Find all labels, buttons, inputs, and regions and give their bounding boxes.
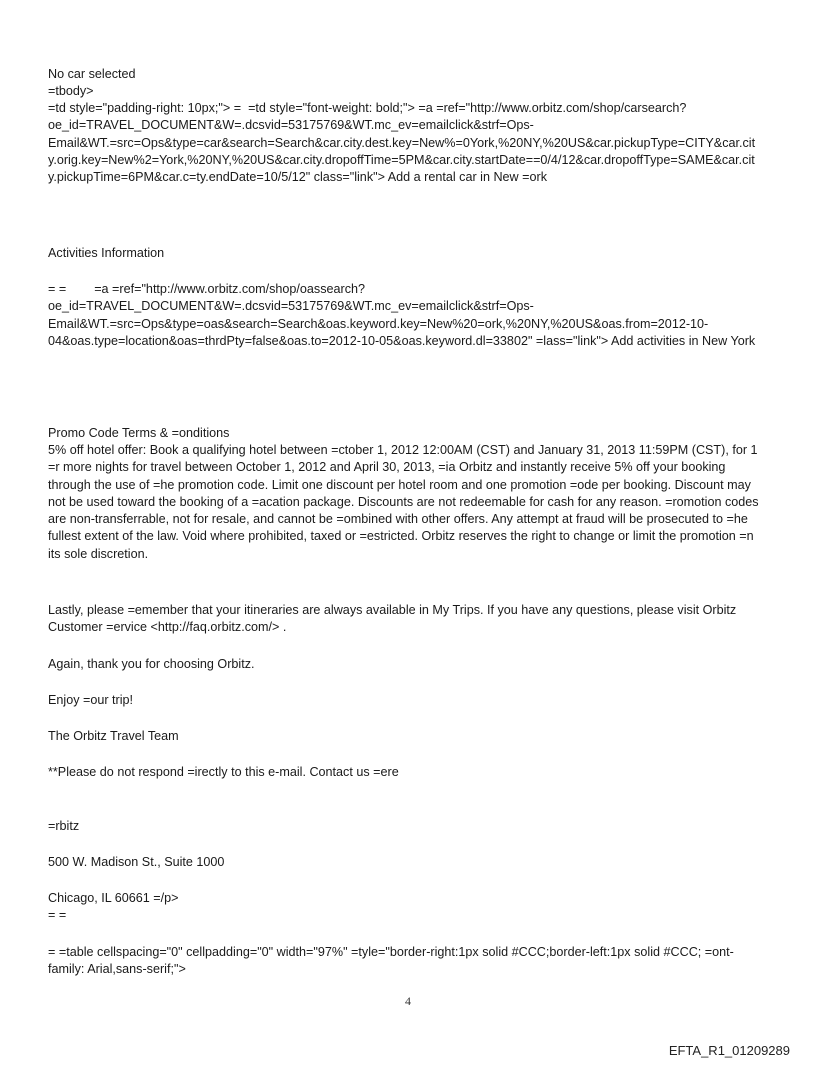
page-number: 4 xyxy=(405,994,411,1008)
car-status: No car selected xyxy=(48,67,136,81)
activities-heading: Activities Information xyxy=(48,246,165,260)
no-reply-notice: **Please do not respond =irectly to this e-mail. Contact us =ere xyxy=(48,765,399,779)
signature: The Orbitz Travel Team xyxy=(48,729,179,743)
enjoy-trip: Enjoy =our trip! xyxy=(48,693,134,707)
company-name: =rbitz xyxy=(48,819,80,833)
itineraries-note: Lastly, please =emember that your itineraries are always available in My Trips. If you have any questions, please visit Orbitz Customer =ervice <http://faq.orbitz.com/> . xyxy=(48,603,740,635)
table-tag: = =table cellspacing="0" cellpadding="0" width="97%" =tyle="border-right:1px solid #CCC;border-left:1px solid #CCC; =ont-family: Arial,sans-serif;"> xyxy=(48,945,734,977)
promo-heading: Promo Code Terms & =onditions xyxy=(48,426,230,440)
thank-you: Again, thank you for choosing Orbitz. xyxy=(48,657,255,671)
document-id: EFTA_R1_01209289 xyxy=(668,1043,790,1058)
rental-car-link[interactable]: =td style="padding-right: 10px;"> = =td style="font-weight: bold;"> =a =ref="http://www.orbitz.com/shop/carsearch?oe_id=TRAVEL_DOCUMENT&W=.dcsvid=53175769&WT.mc_ev=emailclick&strf=Ops-Email&WT.=src=Ops&type=car&search=Search&car.city.dest.key=New%=0York,%20NY,%20US&car.pickupType=CITY&car.city.orig.key=New%2=York,%20NY,%20US&car.city.dropoffTime=5PM&car.city.startDate==0/4/12&car.dropoffType=SAME&car.city.pickupTime=6PM&car.c=ty.endDate=10/5/12" class="link"> Add a rental car in New =ork xyxy=(48,101,756,185)
street-address: 500 W. Madison St., Suite 1000 xyxy=(48,855,225,869)
equals-line: = = xyxy=(48,908,67,922)
activities-link[interactable]: = = =a =ref="http://www.orbitz.com/shop/oassearch?oe_id=TRAVEL_DOCUMENT&W=.dcsvid=53175769&WT.mc_ev=emailclick&strf=Ops-Email&WT.=src=Ops&type=oas&search=Search&oas.keyword.key=New%20=ork,%20NY,%20US&oas.from=2012-10-04&oas.type=location&oas=thrdPty=false&oas.to=2012-10-05&oas.keyword.dl=33802" =lass="link"> Add activities in New York xyxy=(48,282,756,348)
promo-terms: 5% off hotel offer: Book a qualifying hotel between =ctober 1, 2012 12:00AM (CST) and January 31, 2013 11:59PM (CST), for 1 =r more nights for travel between October 1, 2012 and April 30, 2013, =ia Orbitz and instantly receive 5% off your booking through the use of =he promotion code. Limit one discount per hotel room and one promotion =ode per booking. Discount may not be used toward the booking of a =acation package. Discounts are not redeemable for cash for any reason. =romotion codes are non-transferrable, not for resale, and cannot be =ombined with other offers. Any attempt at fraud will be prosecuted to =he fullest extent of the law. Void where prohibited, taxed or =estricted. Orbitz reserves the right to change or limit the promotion =n its sole discretion. xyxy=(48,443,763,561)
tbody-tag: =tbody> xyxy=(48,84,94,98)
city-address: Chicago, IL 60661 =/p> xyxy=(48,891,179,905)
